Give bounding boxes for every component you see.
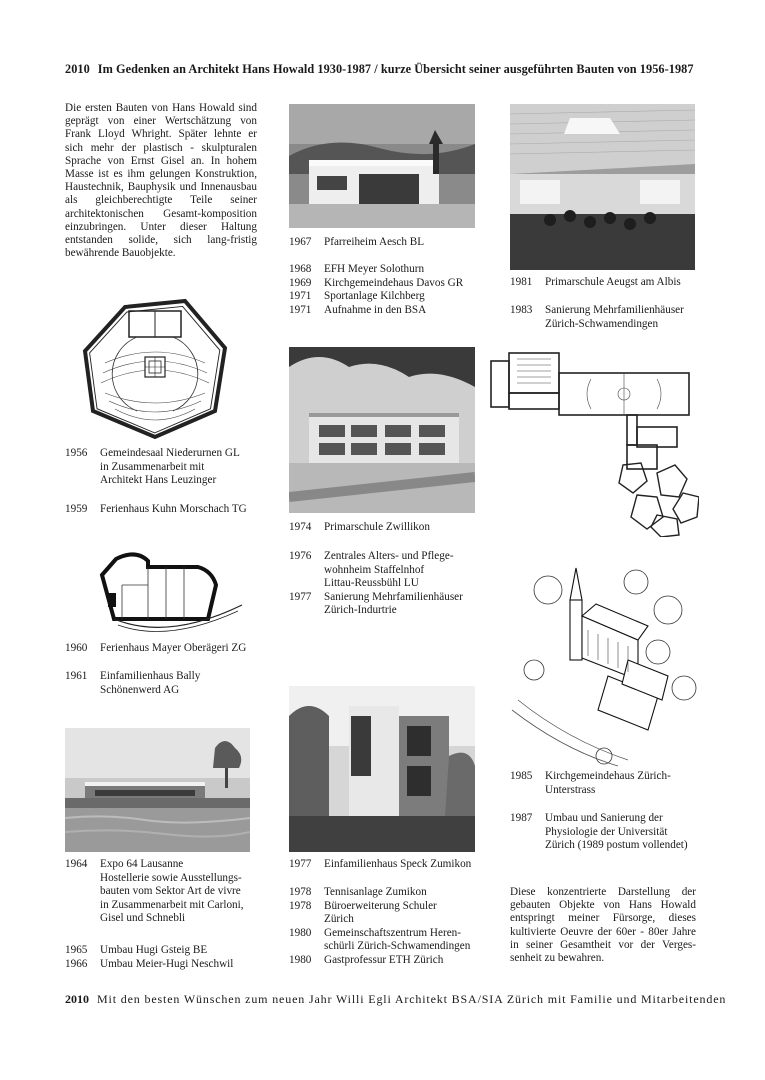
entry-1981 — [510, 276, 681, 290]
entry-1960 — [65, 642, 246, 656]
aeugst-interior-photo — [510, 104, 695, 270]
entry-year: 1964 — [65, 858, 88, 870]
entry-year: 1980 — [289, 926, 312, 939]
entry-year: 1966 — [65, 957, 88, 970]
entry-year: 1965 — [65, 944, 88, 956]
col3-block-a — [510, 276, 681, 290]
entry-year: 1974 — [289, 521, 312, 533]
col3-block-d — [510, 812, 688, 853]
col1-block-c — [65, 642, 246, 656]
entry-1968 — [289, 263, 463, 277]
entry-1980b — [289, 954, 470, 968]
entry-title: Sanierung Mehrfamilienhäuser Zürich-Schwamendingen — [545, 304, 684, 330]
entry-title: EFH Meyer Solothurn — [324, 263, 425, 275]
entry-1987 — [510, 812, 688, 853]
col2-block-f — [289, 886, 470, 968]
col2-block-d — [289, 550, 463, 618]
entry-year: 1978 — [289, 899, 312, 912]
entry-title: Ferienhaus Mayer Oberägeri ZG — [100, 642, 247, 654]
page-header — [65, 62, 694, 77]
entry-year: 1969 — [289, 276, 312, 289]
speck-zumikon-photo — [289, 686, 475, 852]
entry-1967 — [289, 236, 424, 250]
expo64-photo — [65, 728, 250, 852]
intro-text: Die ersten Bauten von Hans Howald sind geprägt von einer Wertschätzung von Frank Lloyd Whright. Später lehnte er sich mehr der plastisch - skulpturalen Sprache von Ernst Gisel an. In hohem Masse ist es ihm gelungen Konstruktion, Haustechnik, Bauphysik und Innenausbau als gleichberechtigte Teile seiner architektonischen Gesamt-komposition einzubringen. Unter dieser Haltung entstanden solide, sich lang-fristig bewährende Bauobjekte. — [65, 102, 257, 260]
entry-year: 1960 — [65, 642, 88, 654]
col2-block-a — [289, 236, 424, 250]
entry-title: Umbau Hugi Gsteig BE — [100, 944, 208, 956]
entry-1969 — [289, 277, 463, 291]
entry-1976 — [289, 550, 463, 591]
entry-1977a — [289, 591, 463, 618]
entry-title: Expo 64 Lausanne Hostellerie sowie Ausstellungs- bauten vom Sektor Art de vivre in Zusammenarbeit mit Carloni, Gisel und Schnebli — [100, 858, 244, 925]
closing-text: Diese konzentrierte Darstellung der gebauten Objekte von Hans Howald entspringt meiner Fürsorge, dieses kultivierte Oeuvre der 60er - 80er Jahre in seiner Gesamtheit vor der Verges-senheit zu bewahren. — [510, 886, 696, 965]
entry-year: 1971 — [289, 303, 312, 316]
entry-title: Einfamilienhaus Bally Schönenwerd AG — [100, 670, 201, 696]
entry-year: 1980 — [289, 953, 312, 966]
col1-block-e — [65, 858, 244, 926]
entry-year: 1961 — [65, 670, 88, 682]
gemeindesaal-floor-plan — [65, 293, 255, 443]
primarschule-zwillikon-photo — [289, 347, 475, 513]
entry-1965 — [65, 944, 233, 958]
page-footer — [65, 992, 727, 1007]
entry-1978a — [289, 886, 470, 900]
aeugst-school-plan — [487, 347, 699, 537]
entry-title: Einfamilienhaus Speck Zumikon — [324, 858, 472, 870]
entry-1971a — [289, 290, 463, 304]
entry-title: Umbau und Sanierung der Physiologie der Universität Zürich (1989 postum vollendet) — [545, 812, 688, 852]
entry-title: Pfarreiheim Aesch BL — [324, 236, 425, 248]
entry-title: Aufnahme in den BSA — [324, 303, 427, 316]
entry-title: Tennisanlage Zumikon — [324, 886, 427, 898]
footer-year: 2010 — [65, 992, 89, 1006]
entry-year: 1967 — [289, 236, 312, 248]
col2-block-e — [289, 858, 471, 872]
col1-block-b — [65, 503, 247, 517]
entry-title: Primarschule Aeugst am Albis — [545, 276, 681, 288]
entry-year: 1956 — [65, 447, 88, 459]
col2-block-c — [289, 521, 430, 535]
ferienhaus-floor-plan — [88, 545, 248, 635]
entry-title: Ferienhaus Kuhn Morschach TG — [100, 503, 247, 515]
entry-year: 1983 — [510, 304, 533, 316]
entry-title: Gemeindesaal Niederurnen GL in Zusammenarbeit mit Architekt Hans Leuzinger — [100, 447, 240, 487]
entry-year: 1978 — [289, 886, 312, 898]
entry-year: 1959 — [65, 503, 88, 515]
entry-title: Primarschule Zwillikon — [324, 521, 430, 533]
kirchgemeindehaus-axonometric — [508, 560, 698, 770]
entry-1977b — [289, 858, 471, 872]
header-title: Im Gedenken an Architekt Hans Howald 1930-1987 / kurze Übersicht seiner ausgeführten Bauten von 1956-1987 — [97, 62, 694, 76]
entry-1985 — [510, 770, 671, 797]
entry-1966 — [65, 958, 233, 972]
entry-title: Sanierung Mehrfamilienhäuser Zürich-Indurtrie — [324, 590, 463, 617]
pfarreiheim-photo — [289, 104, 475, 228]
entry-title: Gastprofessur ETH Zürich — [324, 953, 444, 966]
header-year: 2010 — [65, 62, 90, 76]
entry-title: Umbau Meier-Hugi Neschwil — [100, 957, 234, 970]
entry-1971b — [289, 304, 463, 318]
entry-year: 1968 — [289, 263, 312, 275]
entry-1974 — [289, 521, 430, 535]
entry-1980a — [289, 927, 470, 954]
entry-1959 — [65, 503, 247, 517]
col1-block-d — [65, 670, 200, 697]
col3-block-c — [510, 770, 671, 797]
entry-1978b — [289, 900, 470, 927]
entry-title: Zentrales Alters- und Pflege- wohnheim Staffelnhof Littau-Reussbühl LU — [324, 550, 454, 590]
entry-year: 1971 — [289, 290, 312, 303]
entry-1961 — [65, 670, 200, 697]
col1-block-a — [65, 447, 240, 488]
entry-year: 1981 — [510, 276, 533, 288]
col2-block-b — [289, 263, 463, 317]
footer-text: Mit den besten Wünschen zum neuen Jahr Willi Egli Architekt BSA/SIA Zürich mit Familie und Mitarbeitenden — [97, 992, 727, 1006]
col3-block-b — [510, 304, 684, 331]
entry-year: 1977 — [289, 858, 312, 870]
entry-year: 1987 — [510, 812, 533, 824]
entry-title: Büroerweiterung Schuler Zürich — [324, 899, 437, 926]
entry-year: 1985 — [510, 770, 533, 782]
entry-title: Kirchgemeindehaus Zürich- Unterstrass — [545, 770, 671, 796]
entry-year: 1976 — [289, 550, 312, 562]
entry-1964 — [65, 858, 244, 926]
entry-1983 — [510, 304, 684, 331]
entry-title: Gemeinschaftszentrum Heren- schürli Zürich-Schwamendingen — [324, 926, 471, 953]
entry-1956 — [65, 447, 240, 488]
entry-title: Sportanlage Kilchberg — [324, 290, 425, 303]
entry-year: 1977 — [289, 590, 312, 603]
col1-block-f — [65, 944, 233, 971]
entry-title: Kirchgemeindehaus Davos GR — [324, 276, 464, 289]
